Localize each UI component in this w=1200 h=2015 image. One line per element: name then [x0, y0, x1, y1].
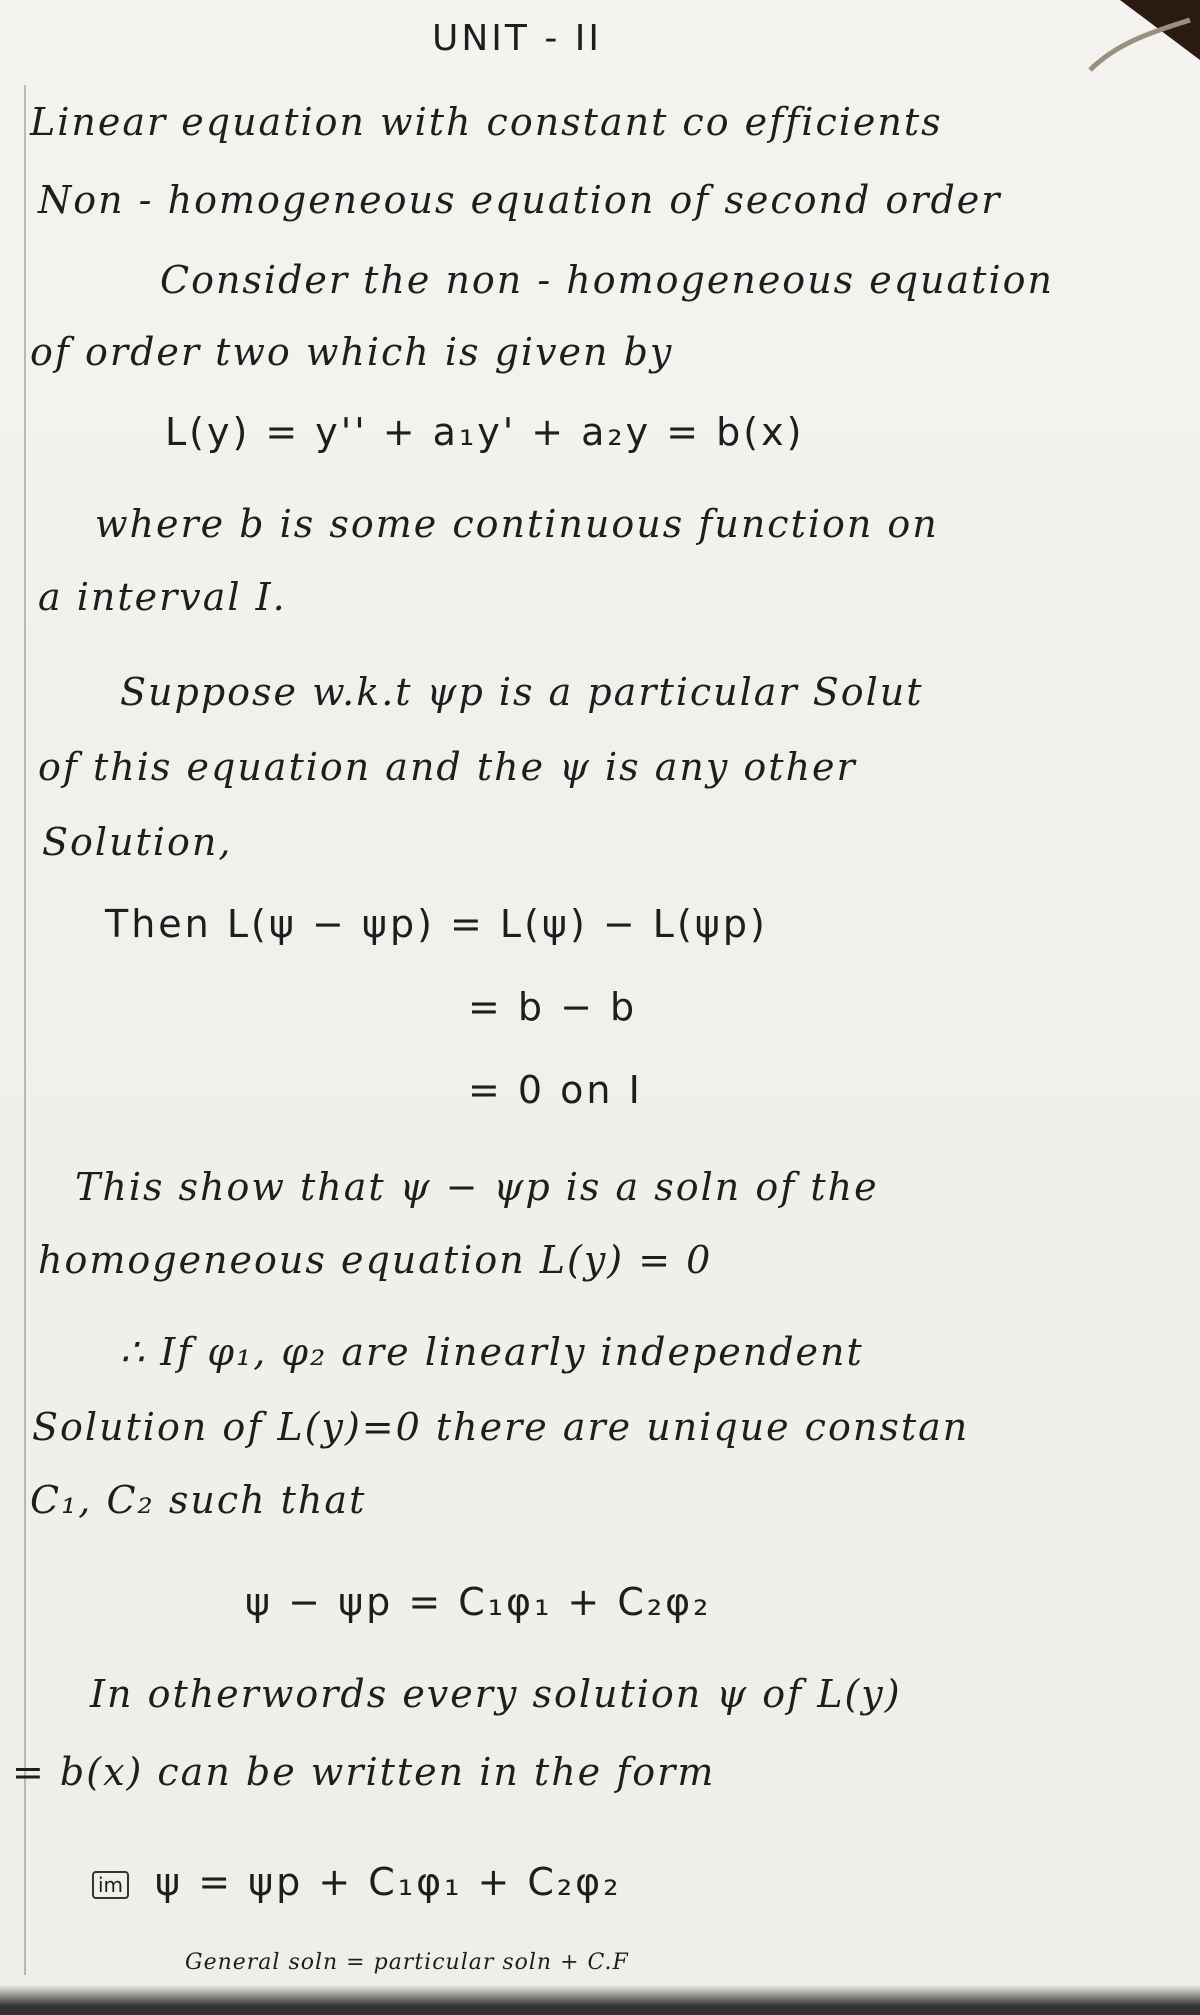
equation-line: = 0 on I	[468, 1068, 643, 1112]
equation-line: = b − b	[468, 985, 638, 1029]
text-line: C₁, C₂ such that	[30, 1478, 367, 1522]
corner-object	[1080, 0, 1200, 90]
final-equation-line	[92, 1860, 621, 1904]
final-equation: ψ = ψp + C₁φ₁ + C₂φ₂	[155, 1860, 622, 1904]
page-bottom-edge	[0, 1985, 1200, 2015]
text-line: This show that ψ − ψp is a soln of the	[75, 1165, 879, 1209]
summary-line: General soln = particular soln + C.F	[185, 1950, 629, 1975]
unit-title: UNIT - II	[432, 18, 602, 59]
equation-line: ψ − ψp = C₁φ₁ + C₂φ₂	[245, 1580, 712, 1624]
text-line: Suppose w.k.t ψp is a particular Solut	[120, 670, 924, 714]
text-line: homogeneous equation L(y) = 0	[38, 1238, 713, 1282]
equation-line: Then L(ψ − ψp) = L(ψ) − L(ψp)	[105, 902, 768, 946]
margin-line	[24, 85, 26, 1975]
text-line: of order two which is given by	[30, 330, 674, 374]
text-line: a interval I.	[38, 575, 287, 619]
text-line: Solution,	[42, 820, 233, 864]
heading-linear-equation: Linear equation with constant co efficients	[30, 100, 943, 144]
text-line: In otherwords every solution ψ of L(y)	[90, 1672, 902, 1716]
text-line: = b(x) can be written in the form	[12, 1750, 716, 1794]
text-line: Solution of L(y)=0 there are unique constan	[32, 1405, 970, 1449]
imp-mark: im	[92, 1871, 129, 1899]
text-line: of this equation and the ψ is any other	[38, 745, 857, 789]
text-line: where b is some continuous function on	[95, 502, 939, 546]
text-line: Consider the non - homogeneous equation	[160, 258, 1054, 302]
equation-line: L(y) = y'' + a₁y' + a₂y = b(x)	[165, 410, 805, 454]
text-line: ∴ If φ₁, φ₂ are linearly independent	[120, 1330, 864, 1374]
heading-non-homogeneous: Non - homogeneous equation of second order	[38, 178, 1002, 222]
